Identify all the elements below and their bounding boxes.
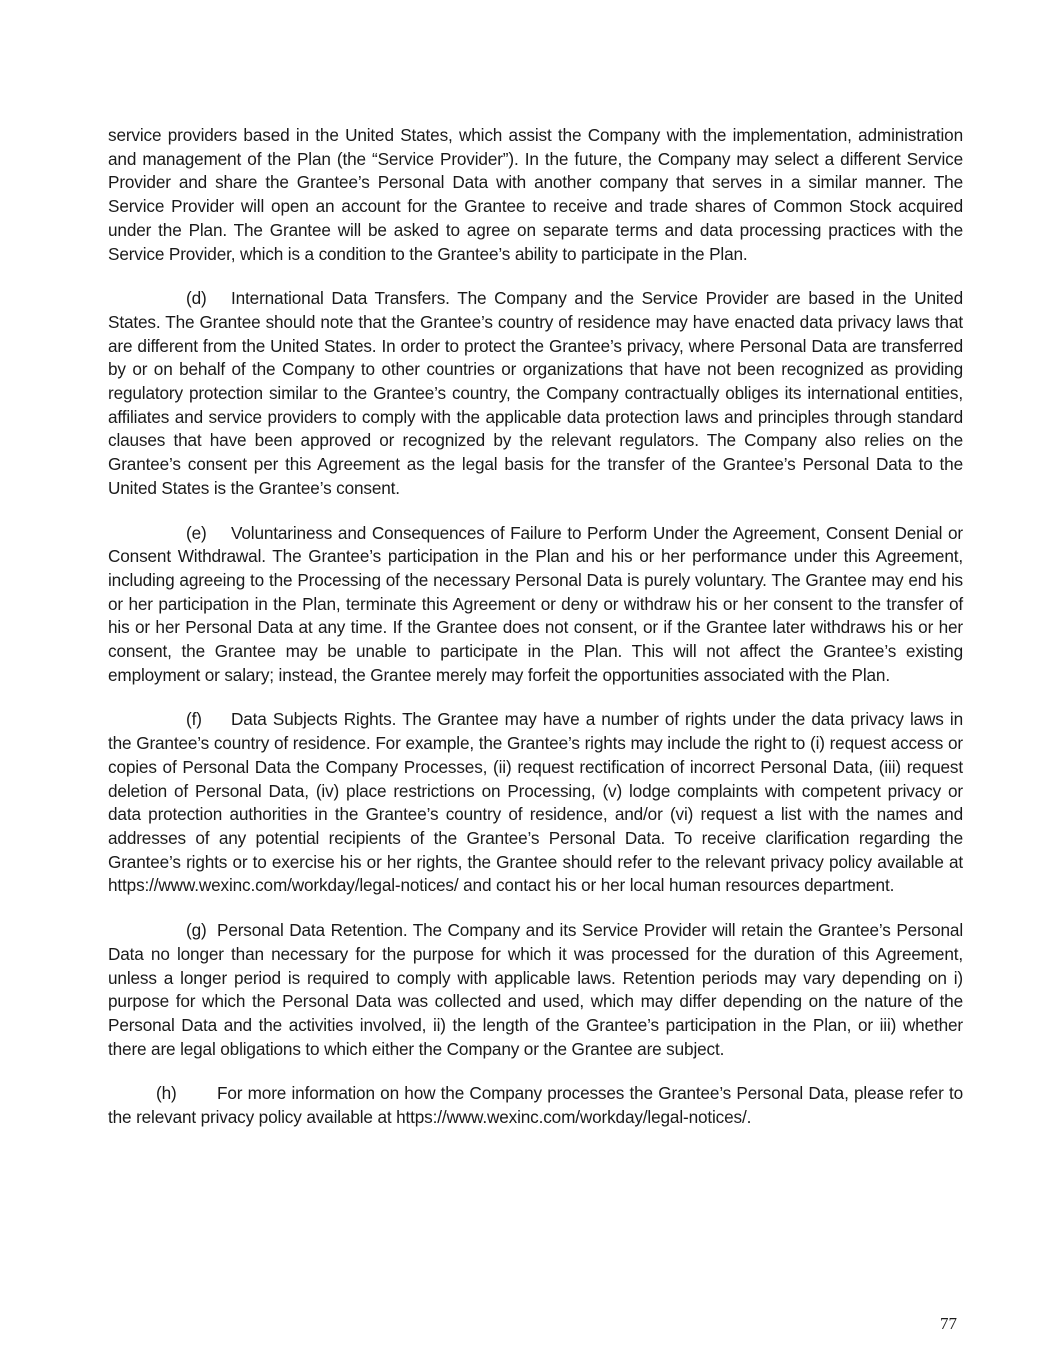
paragraph-e-voluntariness bbox=[108, 522, 963, 688]
page-number: 77 bbox=[940, 1314, 957, 1333]
paragraph-e-marker: (e) bbox=[186, 522, 207, 543]
paragraph-d-marker: (d) bbox=[186, 288, 207, 309]
paragraph-g-marker: (g) bbox=[186, 920, 207, 941]
paragraph-h-marker: (h) bbox=[156, 1083, 177, 1104]
paragraph-h-text: For more information on how the Company processes the Grantee’s Personal Data, please refer to the relevant privacy policy available at https://www.wexinc.com/workday/legal-notices/. bbox=[108, 1083, 963, 1128]
paragraph-g-personal-data-retention bbox=[108, 919, 963, 1061]
paragraph-intro-text: service providers based in the United States, which assist the Company with the implementation, administration and management of the Plan (the “Service Provider”). In the future, the Company may select a different Service Provider and share the Grantee’s Personal Data with another company that serves in a similar manner. The Service Provider will open an account for the Grantee to receive and trade shares of Common Stock acquired under the Plan. The Grantee will be asked to agree on separate terms and data processing practices with the Service Provider, which is a condition to the Grantee’s ability to participate in the Plan. bbox=[108, 125, 963, 264]
paragraph-f-marker: (f) bbox=[186, 709, 202, 730]
paragraph-f-text: Data Subjects Rights. The Grantee may have a number of rights under the data privacy laws in the Grantee’s country of residence. For example, the Grantee’s rights may include the right to (i) request access or copies of Personal Data the Company Processes, (ii) request rectification of incorrect Personal Data, (iii) request deletion of Personal Data, (iv) place restrictions on Processing, (v) lodge complaints with competent privacy or data protection authorities in the Grantee’s country of residence, and/or (vi) request a list with the names and addresses of any potential recipients of the Grantee’s Personal Data. To receive clarification regarding the Grantee’s rights or to exercise his or her rights, the Grantee should refer to the relevant privacy policy available at https://www.wexinc.com/workday/legal-notices/ and contact his or her local human resources department. bbox=[108, 709, 963, 896]
paragraph-h-more-information bbox=[108, 1082, 963, 1129]
paragraph-e-text: Voluntariness and Consequences of Failure to Perform Under the Agreement, Consent Denial or Consent Withdrawal. The Grantee’s participation in the Plan and his or her performance under this Agreement, including agreeing to the Processing of the necessary Personal Data is purely voluntary. The Grantee may end his or her participation in the Plan, terminate this Agreement or deny or withdraw his or her consent to the transfer of his or her Personal Data at any time. If the Grantee does not consent, or if the Grantee later withdraws his or her consent, the Grantee may be unable to participate in the Plan. This will not affect the Grantee’s existing employment or salary; instead, the Grantee merely may forfeit the opportunities associated with the Plan. bbox=[108, 522, 963, 685]
paragraph-f-data-subjects-rights bbox=[108, 708, 963, 898]
paragraph-d-international-data-transfers bbox=[108, 287, 963, 500]
document-body bbox=[108, 124, 963, 1151]
paragraph-g-text: Personal Data Retention. The Company and its Service Provider will retain the Grantee’s Personal Data no longer than necessary for the purpose for which it was processed for the duration of this Agreement, unless a longer period is required to comply with applicable laws. Retention periods may vary depending on i) purpose for which the Personal Data was collected and used, which may differ depending on the nature of the Personal Data and the activities involved, ii) the length of the Grantee’s participation in the Plan, or iii) whether there are legal obligations to which either the Company or the Grantee are subject. bbox=[108, 920, 963, 1059]
paragraph-d-text: International Data Transfers. The Company and the Service Provider are based in the United States. The Grantee should note that the Grantee’s country of residence may have enacted data privacy laws that are different from the United States. In order to protect the Grantee’s privacy, where Personal Data are transferred by or on behalf of the Company to other countries or organizations that have not been recognized as providing regulatory protection similar to the Grantee’s country, the Company contractually obliges its international entities, affiliates and service providers to comply with the applicable data protection laws and principles through standard clauses that have been approved or recognized by the relevant regulators. The Company also relies on the Grantee’s consent per this Agreement as the legal basis for the transfer of the Grantee’s Personal Data to the United States is the Grantee’s consent. bbox=[108, 288, 963, 498]
paragraph-intro bbox=[108, 124, 963, 266]
